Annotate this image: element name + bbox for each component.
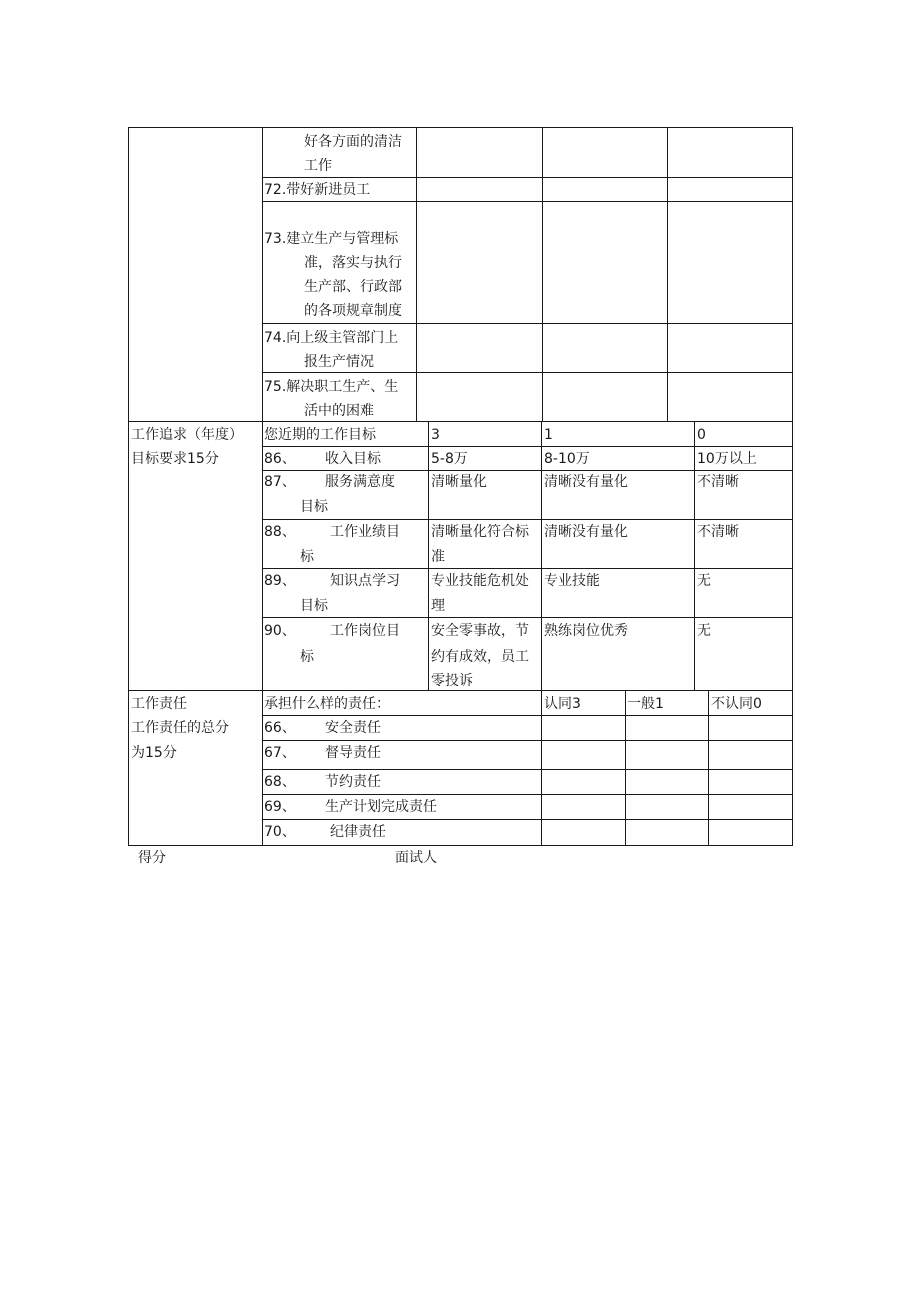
duty-question: 承担什么样的责任： [264,696,390,712]
item-number: 68、 [264,774,296,790]
task-text: 的各项规章制度 [304,303,402,319]
option-text: 零投诉 [431,673,473,689]
item-number: 69、 [264,799,296,815]
option-text: 不清晰 [697,474,739,490]
task-text: 生产部、行政部 [304,279,402,295]
item-label: 纪律责任 [330,824,386,840]
item-label: 节约责任 [325,774,381,790]
item-number: 66、 [264,720,296,736]
task-text: 好各方面的清洁 [304,134,402,150]
item-number: 86、 [264,451,296,467]
option-text: 专业技能 [544,573,600,589]
task-text: 工作 [304,158,332,174]
score-label: 得分 [138,850,166,866]
option-text: 10万以上 [697,451,757,467]
item-number: 87、 [264,474,296,490]
item-label: 标 [300,549,314,565]
task-text: 72.带好新进员工 [264,182,371,198]
score-header: 1 [544,427,553,443]
item-label: 安全责任 [325,720,381,736]
option-text: 不清晰 [697,524,739,540]
item-number: 67、 [264,745,296,761]
item-label: 督导责任 [325,745,381,761]
item-label: 收入目标 [325,451,381,467]
option-text: 清晰量化符合标 [431,524,529,540]
option-text: 清晰没有量化 [544,524,628,540]
option-text: 约有成效，员工 [431,649,529,665]
option-text: 理 [431,598,445,614]
item-number: 89、 [264,573,296,589]
option-text: 清晰没有量化 [544,474,628,490]
item-label: 知识点学习 [330,573,400,589]
item-label: 生产计划完成责任 [325,799,437,815]
option-text: 安全零事故，节 [431,623,529,639]
option-text: 熟练岗位优秀 [544,623,628,639]
item-label: 工作业绩目 [330,524,400,540]
task-text: 73.建立生产与管理标 [264,231,399,247]
interviewer-label: 面试人 [395,850,437,866]
goals-question: 您近期的工作目标 [264,427,376,443]
option-header: 不认同0 [711,696,762,712]
goals-category: 目标要求15分 [131,451,219,467]
option-text: 无 [697,623,711,639]
item-number: 88、 [264,524,296,540]
item-number: 70、 [264,824,296,840]
score-header: 3 [431,427,440,443]
task-text: 报生产情况 [304,354,374,370]
option-text: 8-10万 [544,451,590,467]
option-header: 一般1 [627,696,664,712]
option-text: 准 [431,549,445,565]
option-text: 清晰量化 [431,474,487,490]
item-label: 标 [300,649,314,665]
item-label: 服务满意度 [325,474,395,490]
task-text: 75.解决职工生产、生 [264,379,399,395]
duty-category: 工作责任 [131,696,187,712]
option-header: 认同3 [544,696,581,712]
duty-category: 为15分 [131,745,177,761]
option-text: 5-8万 [431,451,468,467]
option-text: 无 [697,573,711,589]
option-text: 专业技能危机处 [431,573,529,589]
task-text: 74.向上级主管部门上 [264,330,399,346]
item-label: 目标 [300,499,328,515]
score-header: 0 [697,427,706,443]
item-label: 目标 [300,598,328,614]
task-text: 活中的困难 [304,403,374,419]
item-label: 工作岗位目 [330,623,400,639]
item-number: 90、 [264,623,296,639]
task-text: 准，落实与执行 [304,255,402,271]
goals-category: 工作追求（年度） [131,427,243,443]
duty-category: 工作责任的总分 [131,720,229,736]
